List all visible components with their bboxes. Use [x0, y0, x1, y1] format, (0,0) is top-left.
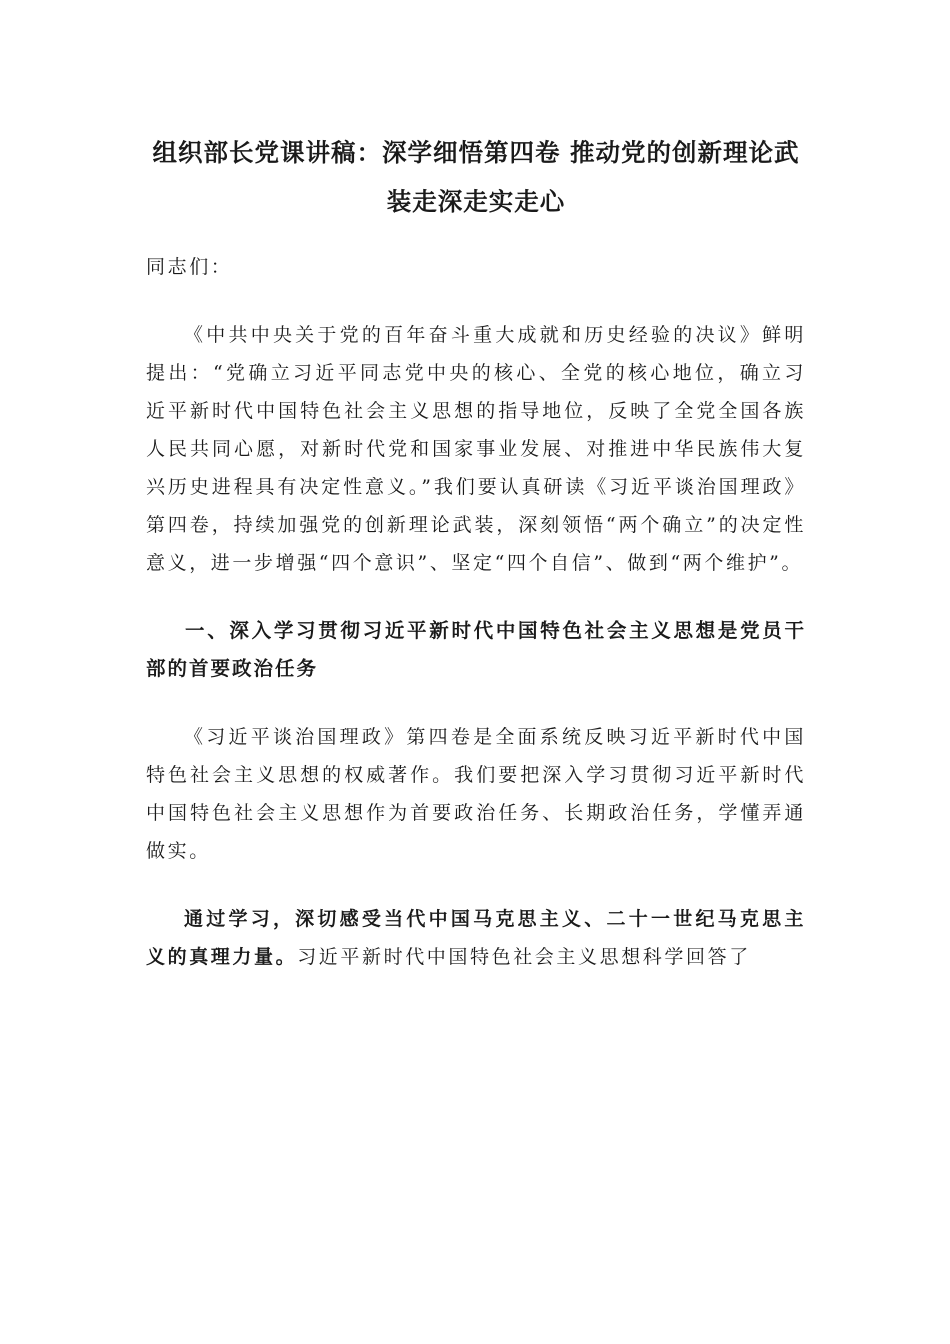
section-heading-1: 一、深入学习贯彻习近平新时代中国特色社会主义思想是党员干部的首要政治任务 [146, 619, 806, 680]
paragraph-section1: 《习近平谈治国理政》第四卷是全面系统反映习近平新时代中国特色社会主义思想的权威著作。我们要把深入学习贯彻习近平新时代中国特色社会主义思想作为首要政治任务、长期政治任务，学懂弄通做实。 [146, 726, 806, 862]
document-title [146, 128, 806, 226]
paragraph-intro: 《中共中央关于党的百年奋斗重大成就和历史经验的决议》鲜明提出：“党确立习近平同志党中央的核心、全党的核心地位，确立习近平新时代中国特色社会主义思想的指导地位，反映了全党全国各族人民共同心愿，对新时代党和国家事业发展、对推进中华民族伟大复兴历史进程具有决定性意义。”我们要认真研读《习近平谈治国理政》第四卷，持续加强党的创新理论武装，深刻领悟“两个确立”的决定性意义，进一步增强“四个意识”、坚定“四个自信”、做到“两个维护”。 [146, 324, 806, 574]
paragraph-bold-lead: 通过学习，深切感受当代中国马克思主义、二十一世纪马克思主义的真理力量。 [146, 908, 806, 968]
title-line-1: 组织部长党课讲稿：深学细悟第四卷 推动党的创新理论武 [152, 138, 800, 167]
salutation: 同志们： [146, 256, 233, 278]
paragraph-continuation: 习近平新时代中国特色社会主义思想科学回答了 [297, 946, 751, 968]
title-line-2: 装走深走实走心 [386, 187, 566, 216]
paragraph-truth-power [146, 900, 806, 976]
document-body [146, 128, 806, 976]
